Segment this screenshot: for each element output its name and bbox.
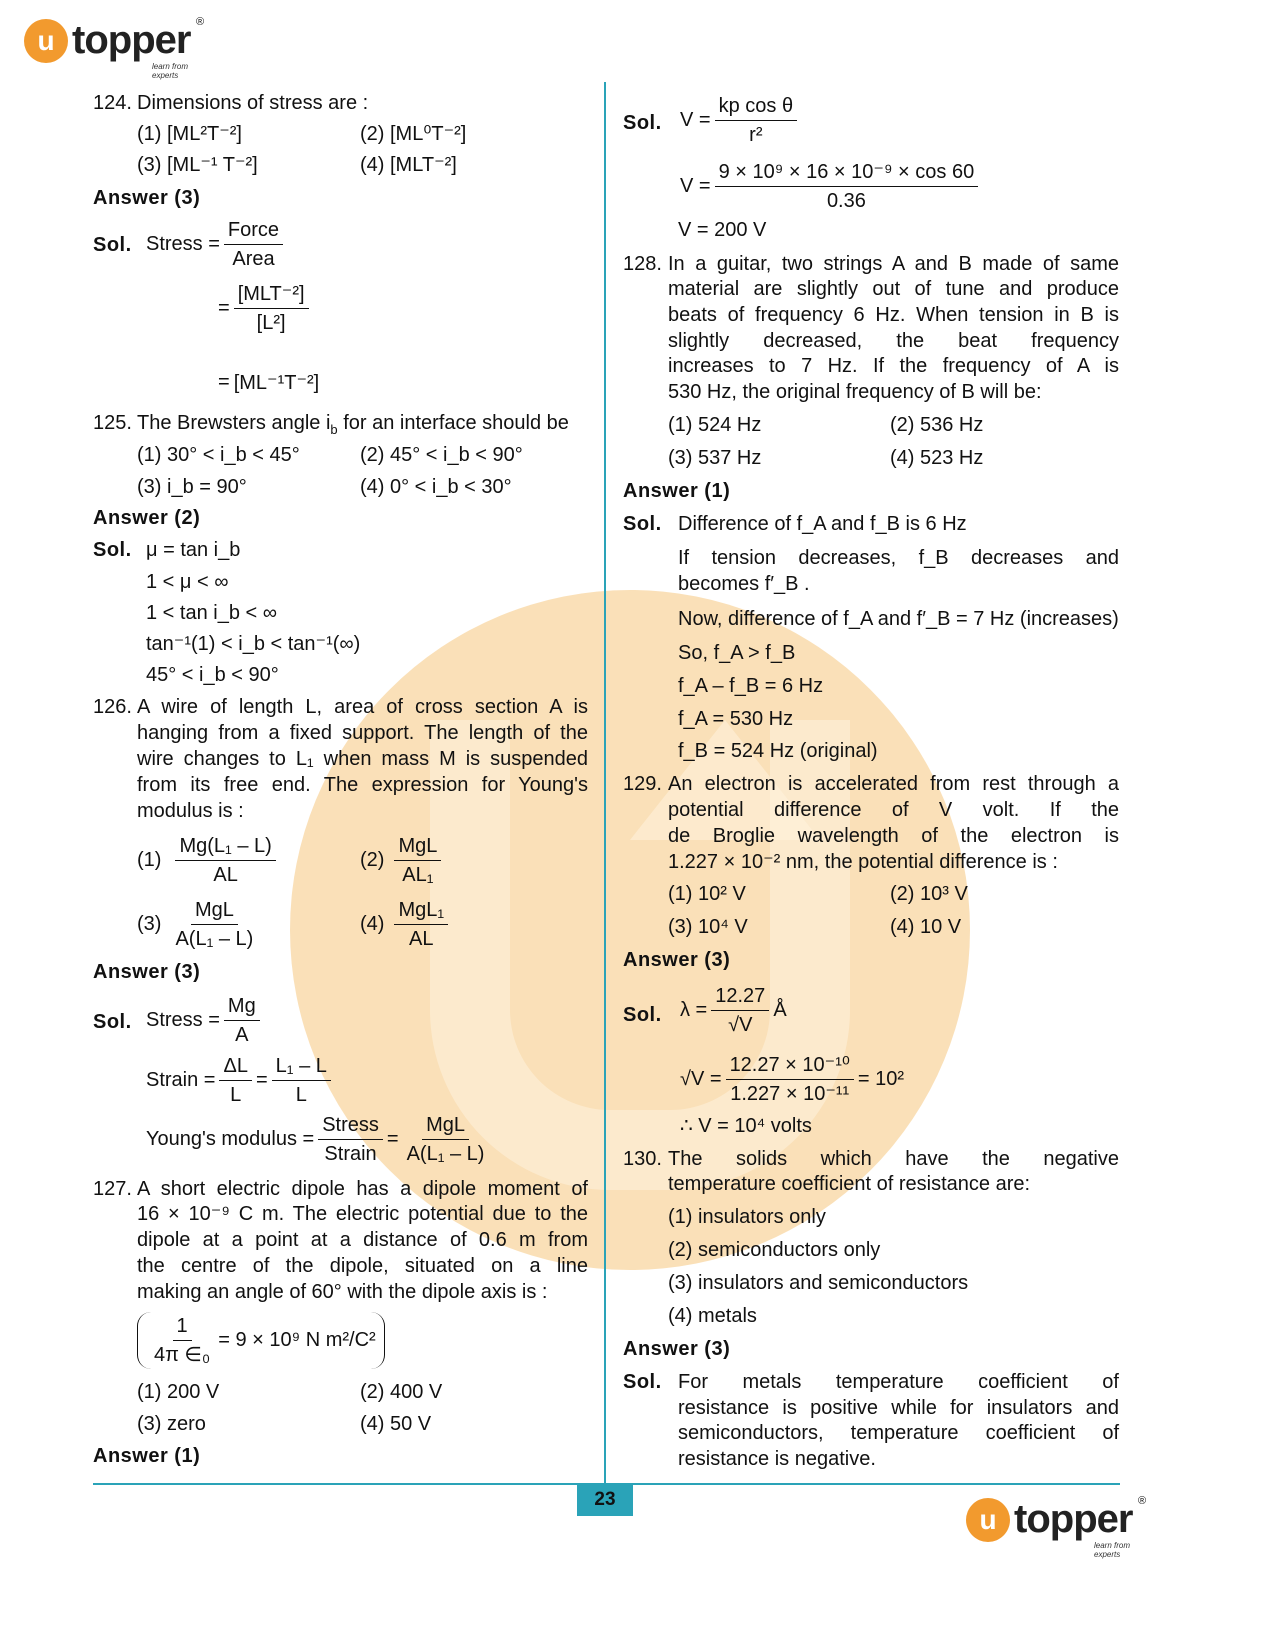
q129-option-3: (3) 10⁴ V — [668, 916, 748, 938]
q125-sol-line-3: 1 < tan i_b < ∞ — [146, 602, 278, 624]
q127-sol-label: Sol. — [623, 112, 662, 134]
q129-lambda-den: √V — [728, 1014, 753, 1036]
q124-frac1-den: Area — [232, 248, 275, 270]
q128-answer: Answer (1) — [623, 480, 731, 502]
q126-ym-label: Young's modulus = — [146, 1128, 315, 1150]
q125-option-1: (1) 30° < i_b < 45° — [137, 444, 300, 466]
q126-line-1: A wire of length L, area of cross section A is — [137, 696, 588, 718]
q124-option-4: (4) [MLT⁻²] — [360, 154, 457, 176]
q125-option-2: (2) 45° < i_b < 90° — [360, 444, 523, 466]
q129-line-3: de Broglie wavelength of the electron is — [668, 825, 1119, 847]
q130-number: 130. — [623, 1148, 662, 1170]
q125-sub-b: b — [330, 422, 338, 437]
q124-option-2: (2) [ML⁰T⁻²] — [360, 123, 467, 145]
q130-option-1: (1) insulators only — [668, 1206, 826, 1228]
q130-sol-line-4: resistance is negative. — [678, 1448, 876, 1470]
q128-line-3: beats of frequency 6 Hz. When tension in B is — [668, 304, 1119, 326]
q126-line-2: hanging from a fixed support. The length of the — [137, 722, 588, 744]
q126-strain-d2: L — [295, 1084, 307, 1106]
q124-sol-label: Sol. — [93, 234, 132, 256]
q128-sol-label: Sol. — [623, 513, 662, 535]
q130-sol-line-2: resistance is positive while for insulators and — [678, 1397, 1119, 1419]
q127-line-3: dipole at a point at a distance of 0.6 m from — [137, 1229, 588, 1251]
q127-sol-eq-2 — [680, 160, 982, 213]
q126-option-2 — [360, 834, 445, 887]
q127-option-3: (3) zero — [137, 1413, 206, 1435]
logo-tagline: learn from experts — [152, 62, 189, 80]
q128-option-3: (3) 537 Hz — [668, 447, 762, 469]
q126-option-3 — [137, 898, 261, 951]
q129-line-2: potential difference of V volt. If the — [668, 799, 1119, 821]
q130-sol-line-1: For metals temperature coefficient of — [678, 1371, 1119, 1393]
q126-line-3: wire changes to L₁ when mass M is suspended — [137, 748, 588, 770]
q126-eq-sign: = — [255, 1069, 268, 1091]
footer-logo-tagline: learn from experts — [1094, 1541, 1131, 1559]
q128-option-4: (4) 523 Hz — [890, 447, 984, 469]
q127-option-1: (1) 200 V — [137, 1381, 220, 1403]
q126-o4-den: AL — [409, 928, 434, 950]
q127-v-den: r² — [749, 124, 763, 146]
q126-ym-n1: Stress — [318, 1113, 383, 1140]
q130-sol-label: Sol. — [623, 1371, 662, 1393]
q124-text: Dimensions of stress are : — [137, 92, 369, 114]
q128-line-5: increases to 7 Hz. If the frequency of A is — [668, 355, 1119, 377]
logo-text: topper — [72, 18, 191, 62]
q129-angstrom: Å — [773, 999, 787, 1021]
q126-stress-label: Stress = — [146, 1009, 220, 1031]
q127-constant — [137, 1312, 385, 1369]
q126-stress-den: A — [235, 1024, 249, 1046]
q126-answer: Answer (3) — [93, 961, 201, 983]
q126-line-4: from its free end. The expression for Young's — [137, 774, 588, 796]
q127-v-label: V = — [680, 109, 711, 131]
q124-stress-label: Stress = — [146, 233, 220, 255]
q124-frac2-den: [L²] — [256, 312, 286, 334]
q126-sol-label: Sol. — [93, 1011, 132, 1033]
q127-number: 127. — [93, 1178, 132, 1200]
q129-number: 129. — [623, 773, 662, 795]
q127-const-num: 1 — [173, 1314, 192, 1341]
q129-rootv-den: 1.227 × 10⁻¹¹ — [730, 1083, 850, 1105]
q126-stress-num: Mg — [224, 994, 260, 1021]
q125-option-4: (4) 0° < i_b < 30° — [360, 476, 512, 498]
q128-number: 128. — [623, 253, 662, 275]
q128-line-4: slightly decreased, the beat frequency — [668, 330, 1119, 352]
q126-strain-label: Strain = — [146, 1069, 216, 1091]
q125-option-3: (3) i_b = 90° — [137, 476, 247, 498]
q128-sol-line-6: f_A = 530 Hz — [678, 708, 794, 730]
q126-o2-label: (2) — [360, 849, 385, 871]
q130-option-2: (2) semiconductors only — [668, 1239, 881, 1261]
q129-line-4: 1.227 × 10⁻² nm, the potential difference is : — [668, 851, 1058, 873]
q127-const-rhs: = 9 × 10⁹ N m²/C² — [218, 1329, 376, 1351]
q125-number: 125. — [93, 412, 132, 434]
q126-youngs-eq — [146, 1113, 492, 1166]
q129-rootv-label: √V = — [680, 1068, 722, 1090]
q129-lambda-label: λ = — [680, 999, 708, 1021]
q128-option-1: (1) 524 Hz — [668, 414, 762, 436]
q125-text — [137, 410, 569, 437]
q124-stress-eq — [146, 218, 287, 271]
q127-line-2: 16 × 10⁻⁹ C m. The electric potential due to the — [137, 1203, 588, 1225]
q129-rootv-result: = 10² — [857, 1068, 905, 1090]
q126-o2-den: AL₁ — [402, 864, 434, 886]
q127-option-4: (4) 50 V — [360, 1413, 432, 1435]
q127-line-1: A short electric dipole has a dipole moment of — [137, 1178, 588, 1200]
registered-mark: ® — [196, 16, 205, 28]
q129-rootv-eq — [680, 1053, 904, 1106]
q126-number: 126. — [93, 696, 132, 718]
q125-answer: Answer (2) — [93, 507, 201, 529]
q127-const-den: 4π ∈₀ — [154, 1344, 211, 1366]
q130-option-3: (3) insulators and semiconductors — [668, 1272, 969, 1294]
q129-sol-label: Sol. — [623, 1004, 662, 1026]
q126-o3-label: (3) — [137, 913, 162, 935]
q125-sol-line-2: 1 < μ < ∞ — [146, 571, 229, 593]
q128-sol-line-5: f_A – f_B = 6 Hz — [678, 675, 824, 697]
q127-answer: Answer (1) — [93, 1445, 201, 1467]
q130-sol-line-3: semiconductors, temperature coefficient of — [678, 1422, 1119, 1444]
q126-o2-num: MgL — [394, 834, 441, 861]
footer-logo-text: topper — [1014, 1497, 1133, 1541]
q126-o1-den: AL — [213, 864, 238, 886]
q126-o3-den: A(L₁ – L) — [175, 928, 254, 950]
q128-option-2: (2) 536 Hz — [890, 414, 984, 436]
q127-sol-eq-1 — [680, 94, 801, 147]
q128-sol-line-4: So, f_A > f_B — [678, 642, 796, 664]
q129-lambda-num: 12.27 — [711, 984, 769, 1011]
footer-registered-mark: ® — [1138, 1495, 1147, 1507]
q124-frac2-num: [MLT⁻²] — [234, 282, 309, 309]
q126-o4-num: MgL₁ — [394, 898, 448, 925]
q128-sol-line-2b: becomes f′_B . — [678, 573, 810, 595]
q127-line-4: the centre of the dipole, situated on a line — [137, 1255, 588, 1277]
q126-stress-eq — [146, 994, 264, 1047]
q125-sol-label: Sol. — [93, 539, 132, 561]
q130-line-1: The solids which have the negative — [668, 1148, 1119, 1170]
q126-strain-n1: ΔL — [219, 1054, 251, 1081]
q124-option-1: (1) [ML²T⁻²] — [137, 123, 242, 145]
q130-answer: Answer (3) — [623, 1338, 731, 1360]
column-divider — [604, 82, 606, 1514]
q128-line-2: material are slightly out of tune and produce — [668, 278, 1119, 300]
q127-option-2: (2) 400 V — [360, 1381, 443, 1403]
q128-sol-line-3: Now, difference of f_A and f′_B = 7 Hz (increases) — [678, 608, 1119, 630]
q126-o1-label: (1) — [137, 849, 162, 871]
q127-line-5: making an angle of 60° with the dipole axis is : — [137, 1281, 548, 1303]
q125-sol-line-1: μ = tan i_b — [146, 539, 241, 561]
q124-option-3: (3) [ML⁻¹ T⁻²] — [137, 154, 258, 176]
q127-v-label-2: V = — [680, 175, 711, 197]
q127-sol-result: V = 200 V — [678, 219, 767, 241]
q129-answer: Answer (3) — [623, 949, 731, 971]
q126-strain-eq — [146, 1054, 335, 1107]
q128-line-6: 530 Hz, the original frequency of B will be: — [668, 381, 1042, 403]
q125-sol-line-5: 45° < i_b < 90° — [146, 664, 279, 686]
q129-lambda-eq — [680, 984, 787, 1037]
q126-eq-sign-2: = — [386, 1128, 399, 1150]
q126-strain-d1: L — [230, 1084, 242, 1106]
q125-text-b: for an interface should be — [337, 412, 569, 434]
q126-ym-d1: Strain — [324, 1143, 377, 1165]
q126-line-5: modulus is : — [137, 800, 244, 822]
q124-result: [ML⁻¹T⁻²] — [233, 372, 320, 394]
q126-option-4 — [360, 898, 452, 951]
q126-o3-num: MgL — [191, 898, 238, 925]
q130-line-2: temperature coefficient of resistance are: — [668, 1173, 1031, 1195]
q127-v2-den: 0.36 — [826, 190, 866, 212]
q125-sol-line-4: tan⁻¹(1) < i_b < tan⁻¹(∞) — [146, 633, 361, 655]
q128-line-1: In a guitar, two strings A and B made of same — [668, 253, 1119, 275]
q128-sol-line-7: f_B = 524 Hz (original) — [678, 740, 878, 762]
q126-o4-label: (4) — [360, 913, 385, 935]
q129-final: ∴ V = 10⁴ volts — [680, 1115, 812, 1137]
q127-v-num: kp cos θ — [715, 94, 797, 121]
page-number: 23 — [577, 1483, 633, 1516]
q128-sol-line-1: Difference of f_A and f_B is 6 Hz — [678, 513, 967, 535]
q129-option-2: (2) 10³ V — [890, 883, 968, 905]
q124-eq2 — [218, 282, 313, 335]
footer-logo-u-icon: u — [966, 1498, 1010, 1542]
q125-text-a: The Brewsters angle i — [137, 412, 331, 434]
q130-option-4: (4) metals — [668, 1305, 757, 1327]
q126-option-1 — [137, 834, 280, 887]
q127-v2-num: 9 × 10⁹ × 16 × 10⁻⁹ × cos 60 — [715, 160, 979, 187]
q124-number: 124. — [93, 92, 132, 114]
q126-strain-n2: L₁ – L — [272, 1054, 331, 1081]
q126-ym-d2: A(L₁ – L) — [406, 1143, 485, 1165]
q128-sol-line-2a: If tension decreases, f_B decreases and — [678, 547, 1119, 569]
header-logo — [24, 16, 205, 80]
q124-frac1-num: Force — [224, 218, 283, 245]
q129-rootv-num: 12.27 × 10⁻¹⁰ — [726, 1053, 854, 1080]
logo-u-icon: u — [24, 19, 68, 63]
q129-line-1: An electron is accelerated from rest through a — [668, 773, 1119, 795]
q124-eq-sign-2: = — [218, 371, 230, 393]
q126-o1-num: Mg(L₁ – L) — [175, 834, 275, 861]
q124-eq-sign: = — [218, 297, 230, 319]
q124-eq3 — [218, 370, 319, 395]
q124-answer: Answer (3) — [93, 187, 201, 209]
q126-ym-n2: MgL — [422, 1113, 469, 1140]
footer-logo — [966, 1495, 1147, 1559]
q129-option-1: (1) 10² V — [668, 883, 746, 905]
q129-option-4: (4) 10 V — [890, 916, 962, 938]
